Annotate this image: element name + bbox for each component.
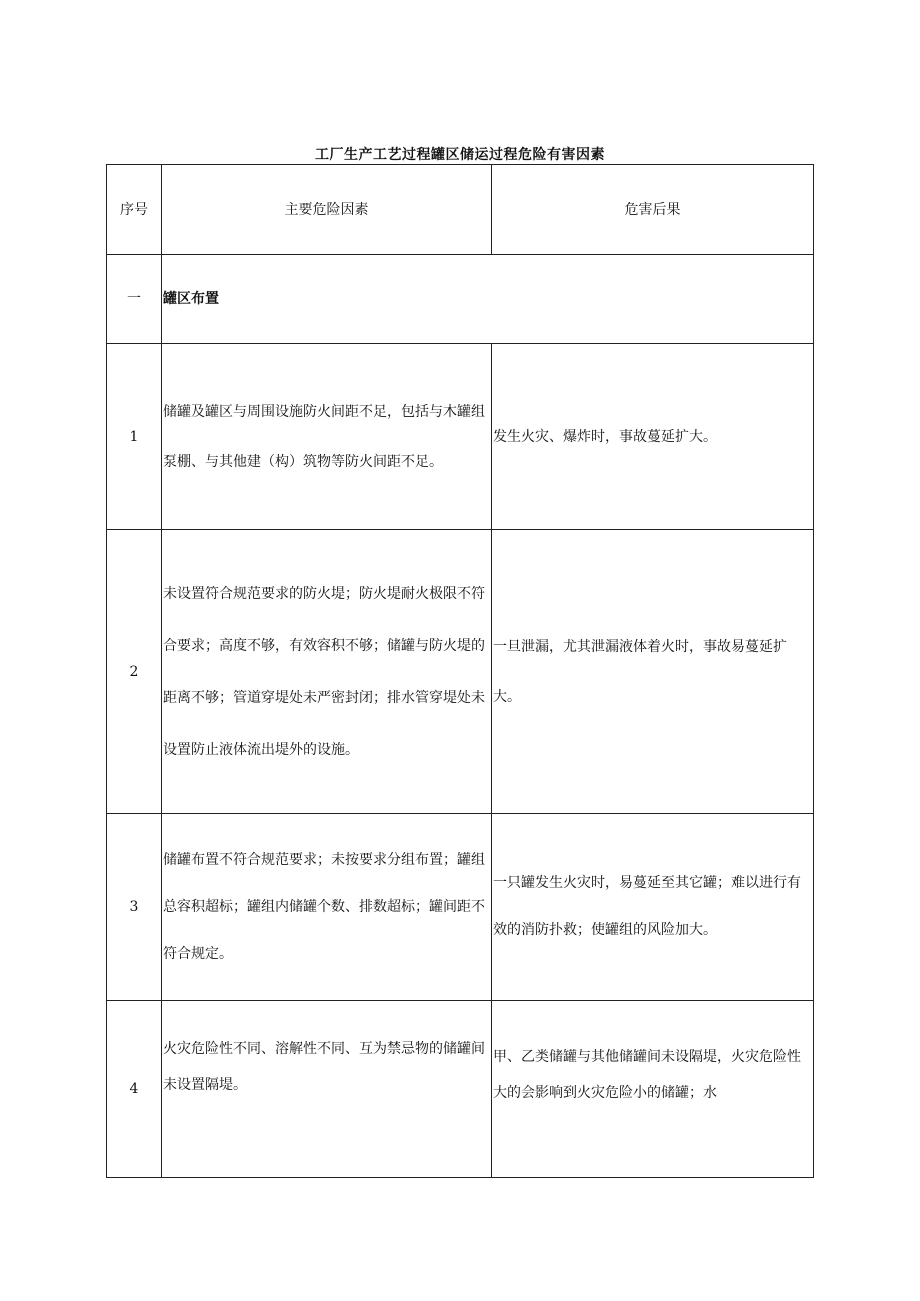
row-factor: [162, 344, 492, 530]
row-factor: [162, 1001, 492, 1178]
table-header-row: [107, 165, 814, 255]
table-row: [107, 530, 814, 814]
row-result-text: 一只罐发生火灾时，易蔓延至其它罐；难以进行有效的消防扑救；使罐组的风险加大。: [493, 875, 801, 938]
row-no: 3: [107, 814, 162, 1001]
row-factor-text: 火灾危险性不同、溶解性不同、互为禁忌物的储罐间未设置隔堤。: [163, 1041, 485, 1093]
header-result: 危害后果: [492, 165, 814, 255]
row-factor-text: 未设置符合规范要求的防火堤；防火堤耐火极限不符合要求；高度不够，有效容积不够；储罐与防火堤的距离不够；管道穿堤处未严密封闭；排水管穿堤处未设置防止液体流出堤外的设施。: [163, 585, 485, 758]
section-label: 罐区布置: [162, 255, 814, 344]
header-factor: 主要危险因素: [162, 165, 492, 255]
table-row: [107, 344, 814, 530]
row-no: 4: [107, 1001, 162, 1178]
document-title: 工厂生产工艺过程罐区储运过程危险有害因素: [315, 147, 605, 163]
row-result-text: 甲、乙类储罐与其他储罐间未设隔堤，火灾危险性大的会影响到火灾危险小的储罐；水: [493, 1049, 801, 1101]
row-result-text: 一旦泄漏，尤其泄漏液体着火时，事故易蔓延扩大。: [493, 638, 787, 705]
section-no: 一: [107, 255, 162, 344]
row-no: 1: [107, 344, 162, 530]
table-row: [107, 1001, 814, 1178]
table-row: [107, 814, 814, 1001]
section-row: [107, 255, 814, 344]
row-result: [492, 530, 814, 814]
header-no: 序号: [107, 165, 162, 255]
row-result: [492, 814, 814, 1001]
row-result: [492, 344, 814, 530]
row-factor: [162, 530, 492, 814]
row-factor-text: 储罐布置不符合规范要求；未按要求分组布置；罐组总容积超标；罐组内储罐个数、排数超标；罐间距不符合规定。: [163, 851, 485, 962]
row-result: [492, 1001, 814, 1178]
row-factor-text: 储罐及罐区与周围设施防火间距不足，包括与木罐组泵棚、与其他建（构）筑物等防火间距不足。: [163, 403, 485, 470]
row-result-text: 发生火灾、爆炸时，事故蔓延扩大。: [493, 428, 717, 445]
row-no: 2: [107, 530, 162, 814]
row-factor: [162, 814, 492, 1001]
hazard-table: [106, 164, 814, 1178]
